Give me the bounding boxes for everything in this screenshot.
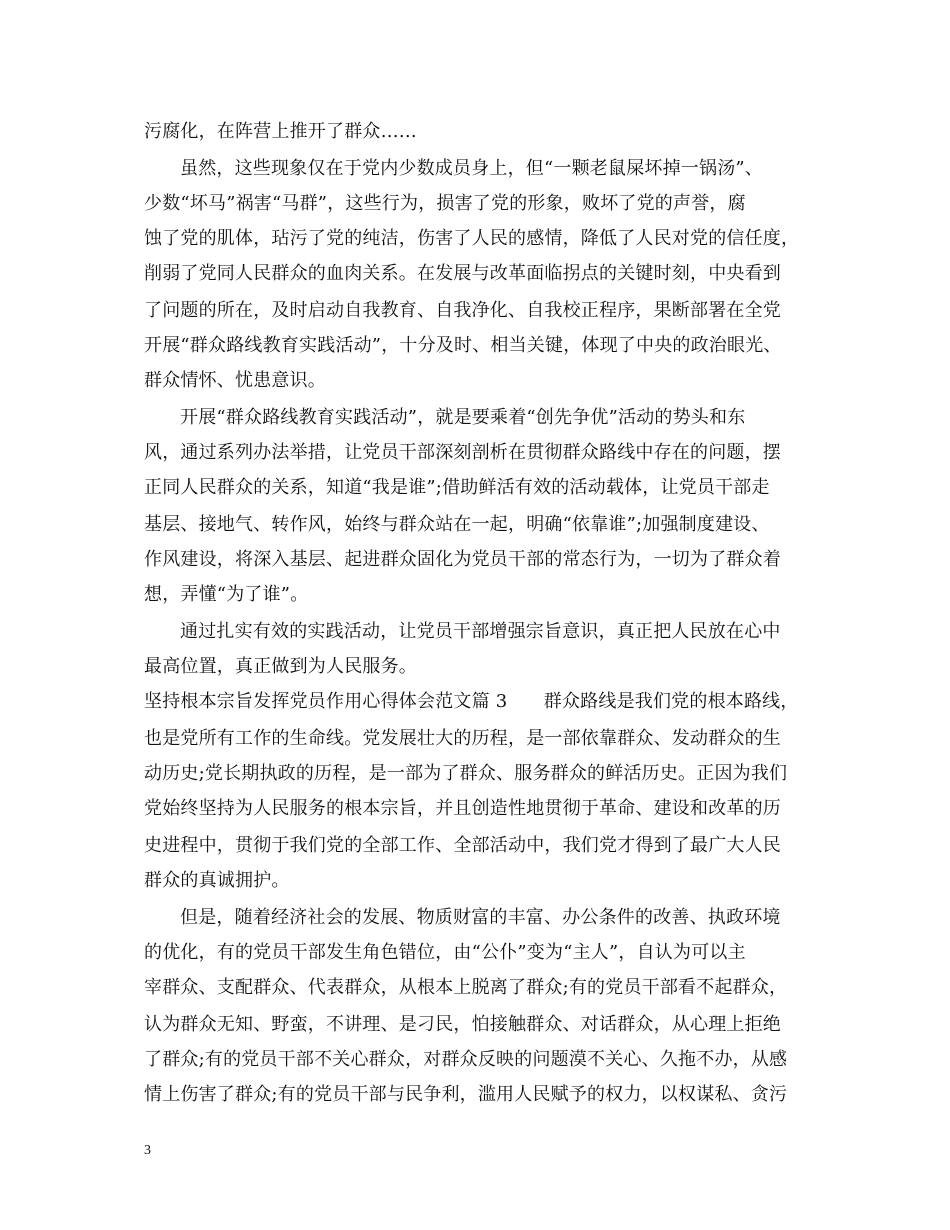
body-text-line: 风，通过系列办法举措，让党员干部深刻剖析在贯彻群众路线中存在的问题，摆 [144,442,781,463]
body-text-line: 作风建设，将深入基层、起进群众固化为党员干部的常态行为，一切为了群众着 [144,549,781,570]
body-text-line: 最高位置，真正做到为人民服务。 [144,656,417,677]
body-text-line: 宰群众、支配群众、代表群众，从根本上脱离了群众;有的党员干部看不起群众， [144,977,788,998]
body-text-line: 基层、接地气、转作风，始终与群众站在一起，明确“依靠谁”;加强制度建设、 [144,514,770,535]
body-text-line: 认为群众无知、野蛮，不讲理、是刁民，怕接触群众、对话群众，从心理上拒绝 [144,1014,781,1035]
body-text-line: 开展“群众路线教育实践活动”，十分及时、相当关键，体现了中央的政治眼光、 [144,335,782,356]
body-text-line: 情上伤害了群众;有的党员干部与民争利，滥用人民赋予的权力，以权谋私、贪污 [144,1084,788,1105]
body-text-line: 了群众;有的党员干部不关心群众，对群众反映的问题漠不关心、久拖不办，从感 [144,1049,788,1070]
paragraph-first-line: 开展“群众路线教育实践活动”，就是要乘着“创先争优”活动的势头和东 [180,407,746,428]
paragraph-first-line: 虽然，这些现象仅在于党内少数成员身上，但“一颗老鼠屎坏掉一锅汤”、 [180,158,764,179]
body-text-line: 削弱了党同人民群众的血肉关系。在发展与改革面临拐点的关键时刻，中央看到 [144,263,781,284]
section-heading-line: 坚持根本宗旨发挥党员作用心得体会范文篇 3 群众路线是我们党的根本路线， [144,691,799,712]
paragraph-first-line: 通过扎实有效的实践活动，让党员干部增强宗旨意识，真正把人民放在心中 [180,621,781,642]
paragraph-first-line: 但是，随着经济社会的发展、物质财富的丰富、办公条件的改善、执政环境 [180,907,781,928]
body-text-line: 蚀了党的肌体，玷污了党的纯洁，伤害了人民的感情，降低了人民对党的信任度， [144,228,800,249]
page-number: 3 [144,1143,151,1158]
body-text-line: 污腐化，在阵营上推开了群众…… [144,121,417,142]
body-text-line: 群众情怀、忧患意识。 [144,370,326,391]
body-text-line: 史进程中，贯彻于我们党的全部工作、全部活动中，我们党才得到了最广大人民 [144,835,781,856]
body-text-line: 党始终坚持为人民服务的根本宗旨，并且创造性地贯彻于革命、建设和改革的历 [144,798,781,819]
body-text-line: 也是党所有工作的生命线。党发展壮大的历程，是一部依靠群众、发动群众的生 [144,728,781,749]
body-text-line: 想，弄懂“为了谁”。 [144,584,309,605]
body-text-line: 正同人民群众的关系，知道“我是谁”;借助鲜活有效的活动载体，让党员干部走 [144,477,770,498]
body-text-line: 群众的真诚拥护。 [144,870,290,891]
body-text-line: 的优化，有的党员干部发生角色错位，由“公仆”变为“主人”，自认为可以主 [144,942,746,963]
body-text-line: 少数“坏马”祸害“马群”，这些行为，损害了党的形象，败坏了党的声誉，腐 [144,193,746,214]
body-text-line: 动历史;党长期执政的历程，是一部为了群众、服务群众的鲜活历史。正因为我们 [144,763,788,784]
body-text-line: 了问题的所在，及时启动自我教育、自我净化、自我校正程序，果断部署在全党 [144,300,781,321]
